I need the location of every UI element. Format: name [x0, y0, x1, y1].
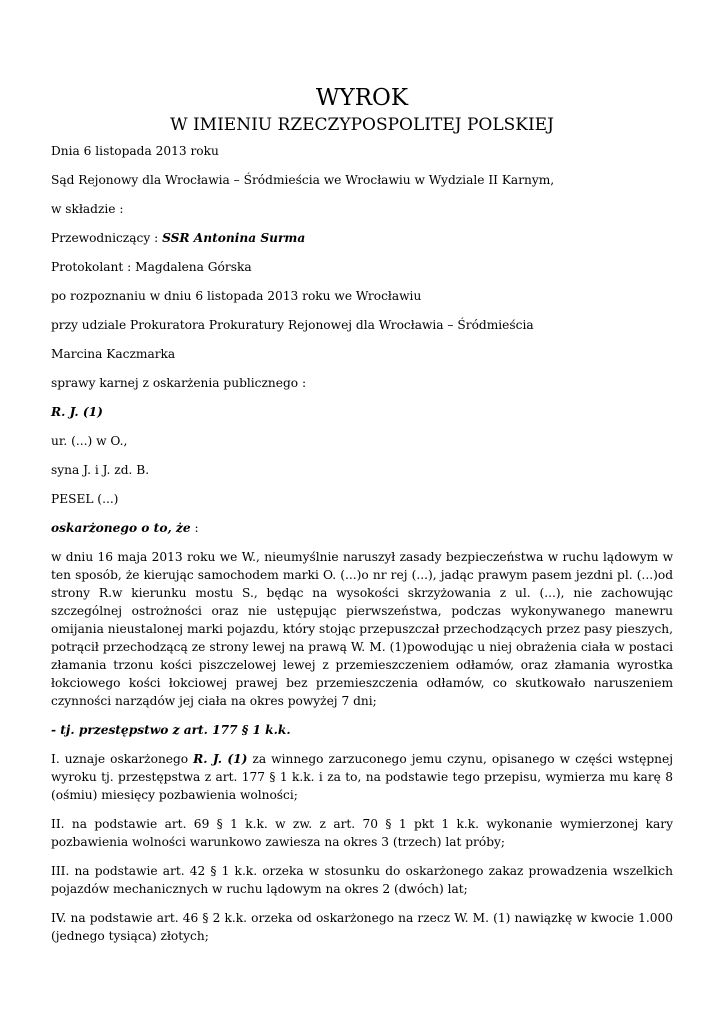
defendant-birth: ur. (...) w O.,: [51, 434, 128, 448]
judgment-document: [51, 84, 673, 956]
verdict-item-1-name: R. J. (1): [193, 752, 248, 766]
prosecutor-office: przy udziale Prokuratora Prokuratury Rejonowej dla Wrocławia – Śródmieścia: [51, 318, 534, 332]
verdict-item-2: II. na podstawie art. 69 § 1 k.k. w zw. z art. 70 § 1 pkt 1 k.k. wykonanie wymierzonej kary pozbawienia wolności warunkowo zawiesza na okres 3 (trzech) lat próby;: [51, 817, 673, 849]
presiding-judge: [51, 229, 673, 247]
hearing-info: po rozpoznaniu w dniu 6 listopada 2013 roku we Wrocławiu: [51, 289, 422, 303]
charge-label-suffix: :: [190, 521, 199, 535]
defendant-pesel: PESEL (...): [51, 492, 119, 506]
defendant-name: R. J. (1): [51, 405, 103, 419]
charge-heading: [51, 519, 673, 537]
document-subtitle: W IMIENIU RZECZYPOSPOLITEJ POLSKIEJ: [170, 115, 554, 135]
charge-label: oskarżonego o to, że: [51, 521, 191, 535]
document-title: WYROK: [315, 85, 409, 111]
verdict-item-4: IV. na podstawie art. 46 § 2 k.k. orzeka od oskarżonego na rzecz W. M. (1) nawiązkę w kwocie 1.000 (jednego tysiąca) złotych;: [51, 911, 673, 943]
case-type: sprawy karnej z oskarżenia publicznego :: [51, 376, 307, 390]
presiding-label: Przewodniczący :: [51, 231, 163, 245]
prosecutor-name: Marcina Kaczmarka: [51, 347, 176, 361]
presiding-name: SSR Antonina Surma: [162, 231, 306, 245]
judgment-date: Dnia 6 listopada 2013 roku: [51, 144, 219, 158]
verdict-item-1-prefix: I. uznaje oskarżonego: [51, 752, 194, 766]
court-composition: w składzie :: [51, 202, 124, 216]
verdict-item-1-text: za winnego zarzuconego jemu czynu, opisanego w części wstępnej wyroku tj. przestępstwa z art. 177 § 1 k.k. i za to, na podstawie tego przepisu, wymierza mu karę 8 (ośmiu) miesięcy pozbawienia wolności;: [51, 752, 674, 802]
charge-description: w dniu 16 maja 2013 roku we W., nieumyślnie naruszył zasady bezpieczeństwa w ruchu lądowym w ten sposób, że kierując samochodem marki O. (...)o nr rej (...), jadąc prawym pasem jezdni pl. (...)od strony R.w kierunku mostu S., będąc na wysokości skrzyżowania z ul. (...), nie zachowując szczególnej ostrożności oraz nie ustępując pierwszeństwa, podczas wykonywanego manewru omijania nieustalonej marki pojazdu, który stojąc przepuszczał przechodzących przez pasy pieszych, potrącił przechodzącą ze strony lewej na prawą W. M. (1)powodując u niej obrażenia ciała w postaci złamania trzonu kości piszczelowej lewej z przemieszczeniem odłamów, oraz złamania wyrostka łokciowego kości łokciowej prawej bez przemieszczenia odłamów, co skutkowało naruszeniem czynności narządów jej ciała na okres powyżej 7 dni;: [51, 550, 673, 708]
verdict-item-3: III. na podstawie art. 42 § 1 k.k. orzeka w stosunku do oskarżonego zakaz prowadzenia wszelkich pojazdów mechanicznych w ruchu lądowym na okres 2 (dwóch) lat;: [51, 864, 673, 896]
court-name: Sąd Rejonowy dla Wrocławia – Śródmieścia we Wrocławiu w Wydziale II Karnym,: [51, 173, 555, 187]
court-clerk: Protokolant : Magdalena Górska: [51, 260, 252, 274]
verdict-item-1: [51, 750, 673, 804]
charge-qualification: - tj. przestępstwo z art. 177 § 1 k.k.: [51, 723, 291, 737]
defendant-parents: syna J. i J. zd. B.: [51, 463, 150, 477]
